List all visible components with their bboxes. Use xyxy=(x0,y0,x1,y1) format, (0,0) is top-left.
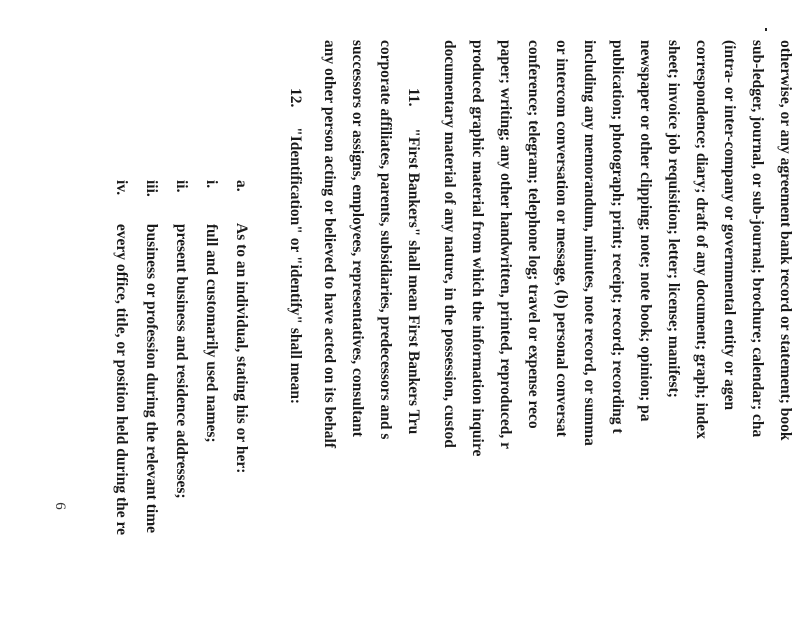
para-11-number: 11. xyxy=(405,88,422,107)
subitem-i-text: full and customarily used names; xyxy=(203,223,220,443)
subitem-ii xyxy=(172,180,190,499)
text-line-6: newspaper or other clipping; note; note book; opinion; pa xyxy=(637,40,654,422)
para-11 xyxy=(404,88,422,434)
subitem-i-marker: i. xyxy=(203,180,220,189)
text-line-5: sheet; invoice job requisition; letter; license; manifest; xyxy=(665,40,682,398)
subitem-iv-marker: iv. xyxy=(113,180,130,196)
subitem-iii-marker: iii. xyxy=(143,180,160,197)
subitem-i xyxy=(202,180,220,443)
para-11-text: "First Bankers" shall mean First Bankers Tru xyxy=(405,128,422,435)
text-line-1: otherwise, or any agreement bank record or statement; book xyxy=(777,40,794,441)
page-number: 6 xyxy=(52,502,68,510)
subitem-iii xyxy=(142,180,160,533)
subitem-a-marker: a. xyxy=(233,180,250,192)
subitem-iv-text: every office, title, or position held during the re xyxy=(113,223,130,535)
subitem-ii-text: present business and residence addresses; xyxy=(173,223,190,499)
subitem-iii-text: business or profession during the relevant time xyxy=(143,223,160,534)
subitem-ii-marker: ii. xyxy=(173,180,190,193)
text-line-16: any other person acting or believed to have acted on its behalf xyxy=(321,40,338,449)
para-12 xyxy=(286,88,304,404)
text-line-15: successors or assigns, employees, representatives, consultant xyxy=(349,40,366,437)
rotated-text-block xyxy=(254,40,794,618)
subitem-iv xyxy=(112,180,130,535)
text-line-13: documentary material of any nature, in the possession, custod xyxy=(441,40,458,448)
text-line-4: correspondence; diary; draft of any document; graph; index xyxy=(693,40,710,439)
subitem-a-text: As to an individual, stating his or her: xyxy=(233,223,250,474)
text-line-7: publication; photograph; print; receipt; record; recording t xyxy=(609,40,626,434)
para-12-number: 12. xyxy=(287,88,304,108)
subitem-a xyxy=(232,180,250,473)
para-12-text: "Identification" or "identify" shall mean: xyxy=(287,127,304,405)
text-line-8: including any memorandum, minutes, note record, or summa xyxy=(581,40,598,446)
scan-speck xyxy=(765,28,767,31)
text-line-12: produced graphic material from which the information inquire xyxy=(469,40,486,457)
text-line-9: or intercom conversation or message, (b) personal conversat xyxy=(553,40,570,437)
rotated-subitems-block xyxy=(90,180,250,618)
text-line-11: paper; writing; any other handwritten, printed, reproduced, r xyxy=(497,40,514,450)
text-line-10: conference; telegram; telephone log; travel or expense reco xyxy=(525,40,542,429)
text-line-3: (intra- or inter-company or governmental entity or agen xyxy=(721,40,738,411)
text-line-14: corporate affiliates, parents, subsidiaries, predecessors and s xyxy=(377,40,394,440)
text-line-2: sub-ledger, journal, or sub-journal; brochure; calendar; cha xyxy=(749,40,766,438)
